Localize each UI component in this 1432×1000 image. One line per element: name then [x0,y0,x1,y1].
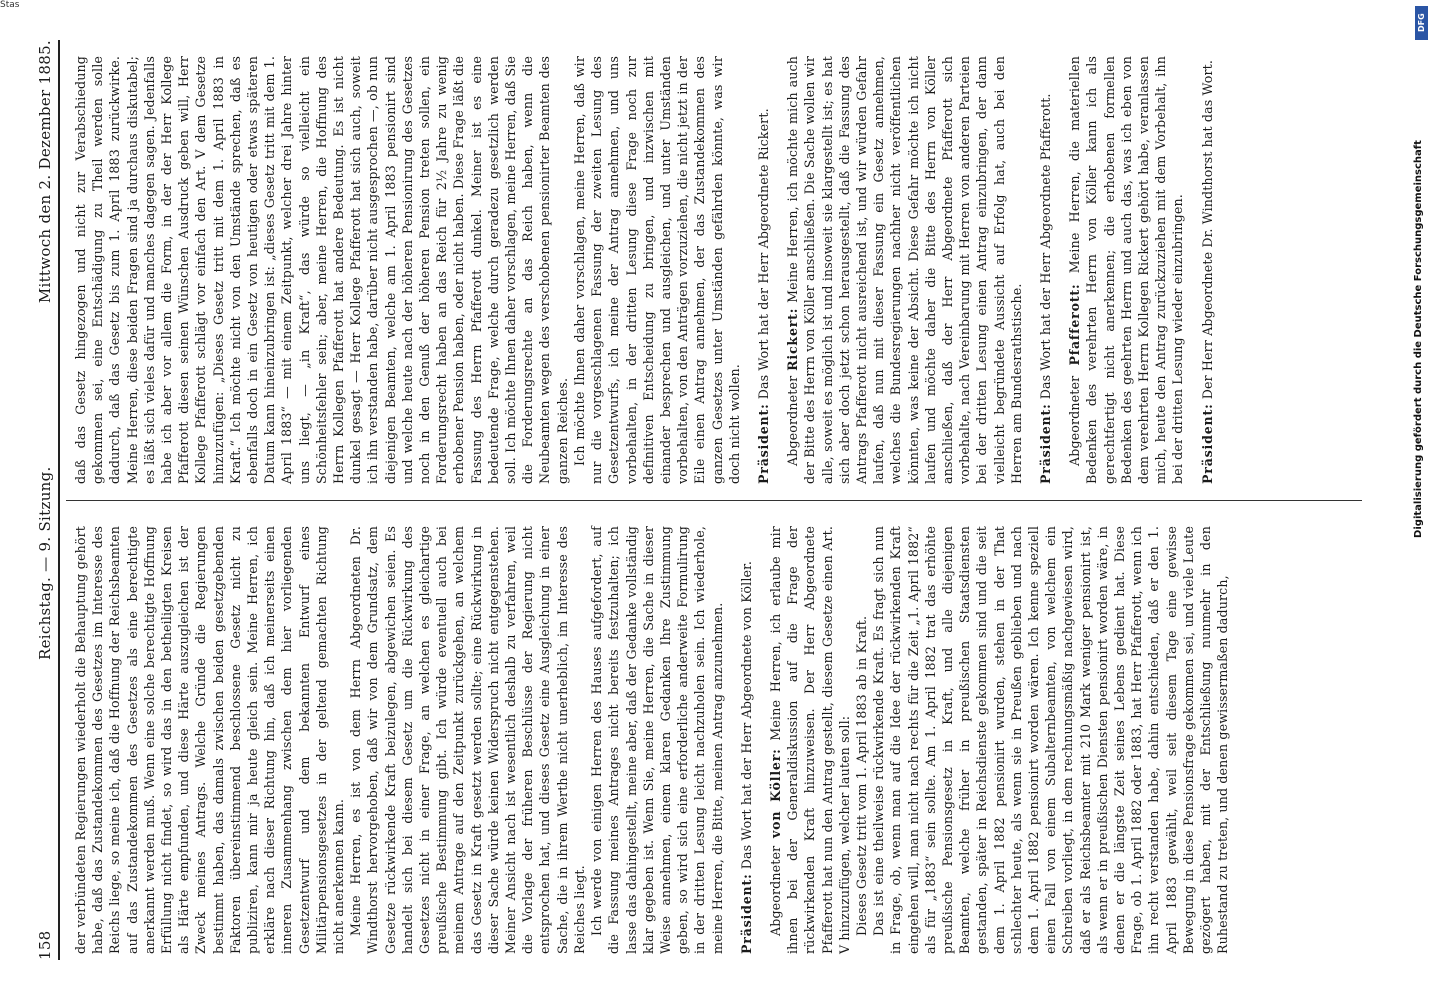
paragraph [1199,56,1216,484]
paragraph-text: Meine Herren, die materiellen Bedenken des verehrten Herrn von Köller kann ich als gerechtfertigt nicht anerkennen; die erhobenen formellen Bedenken des geehrten Herrn und auch das, was ich eben von dem verehrten Herrn Kollegen Rickert gehört habe, veranlassen mich, heute den Antrag zurückzuziehen mit dem Vorbehalt, ihn bei der dritten Lesung wieder einzubringen. [1067,56,1186,484]
credit-sidebar [1412,0,1432,1000]
paragraph-text: Das Wort hat der Herr Abgeordnete Pfafferott. [1037,93,1053,404]
paragraph [738,526,755,954]
speaker-label: Präsident: [738,873,754,954]
paragraph-text: Das ist eine theilweise rückwirkende Kraft. Es fragt sich nun in Frage, ob, wenn man auf die Idee der rückwirkenden Kraft eingehen will, man nicht nach rechts für die Zeit „1. April 1882“ als für „1883“ sein sollte. Am 1. April 1882 trat das erhöhte preußische Pensionsgesetz in Kraft, und alle diejenigen Beamten, welche früher in preußischen Staatsdiensten gestanden, später in Reichsdienste gekommen sind und die seit dem 1. April 1882 pensionirt wurden, stehen in der That schlechter heute, als wenn sie in Preußen geblieben und nach dem 1. April 1882 pensionirt worden wären. Ich kenne speziell einen Fall von einem Subalternbeamten, von welchem ein Schreiben vorliegt, in dem rechnungsmäßig nachgewiesen wird, daß er als Reichsbeamter mit 210 Mark weniger pensionirt ist, als wenn er in preußischen Diensten pensionirt worden wäre, in denen er die längste Zeit seines Lebens gedient hat. Diese Frage, ob 1. April 1882 oder 1883, hat Herr Pfafferott, wenn ich ihn recht verstanden habe, dahin entschieden, daß er den 1. April 1883 gewählt, weil seit diesem Tage eine gewisse Bewegung in diese Pensionsfrage gekommen sei, und viele Leute gezögert haben, mit der Entschließung nunmehr in den Ruhestand zu treten, und denen gewissermaßen dadurch, [871,526,1231,954]
paragraph-text: Der Herr Abgeordnete Dr. Windthorst hat das Wort. [1199,59,1215,404]
paragraph [767,526,853,954]
paragraph [72,56,571,484]
paragraph [1037,56,1054,484]
paragraph [853,526,870,954]
speaker-name: von Köller: [767,748,783,838]
paragraph-text: daß das Gesetz hingezogen und nicht zur Verabschiedung gekommen sei, eine Entschädigung zu Theil werden solle dadurch, daß das Gesetz bis zum 1. April 1883 zurückwirke. Meine Herren, diese beiden Fragen sind ja durchaus diskutabel; es läßt sich vieles dafür und manches dagegen sagen. Jedenfalls habe ich aber vor allem die Form, in der der Herr Kollege Pfafferott diesen seinen Wünschen Ausdruck geben will, Herr Kollege Pfafferott schlägt vor einfach den Art. V dem Gesetze hinzuzufügen: „Dieses Gesetz tritt mit dem 1. April 1883 in Kraft.“ Ich möchte nicht von den Umstände sprechen, daß es ebenfalls doch in ein Gesetz von heutigen oder etwas späteren Datum kann hineinzubringen ist: „dieses Gesetz tritt mit dem 1. April 1883“ — mit einem Zeitpunkt, welcher drei Jahre hinter uns liegt, — „in Kraft“, das würde so vielleicht ein Schönheitsfehler sein; aber, meine Herren, die Hoffnung des Herrn Kollegen Pfafferott hat andere Bedeutung. Es ist nicht dunkel gesagt — Herr Kollege Pfafferott hat sich auch, soweit ich ihn verstanden habe, darüber nicht ausgesprochen —, ob nun diejenigen Beamten, welche am 1. April 1883 pensionirt sind und welche heute nach der höheren Pensionirung des Gesetzes noch in den Genuß der höheren Pension treten sollen, ein Forderungsrecht haben an das Reich für 2½ Jahre zu wenig erhobener Pension haben, oder nicht haben. Diese Frage läßt die Fassung des Herrn Pfafferott dunkel. Meiner ist es eine bedeutende Frage, welche durch geradezu gesetzlich werden soll. Ich möchte Ihnen daher vorschlagen, meine Herren, daß Sie die Forderungsrechte an das Reich haben, wenn die Neubeamten wegen des verschobenen pensionirter Beamten des ganzen Reiches. [73,56,570,484]
paragraph-text: Meine Herren, ich erlaube mir ihnen bei der Generaldiskussion auf die Frage der rückwirkenden Kraft hinzuweisen. Der Herr Abgeordnete Pfafferott hat nun den Antrag gestellt, diesem Gesetze einen Art. V hinzuzufügen, welcher lauten soll: [767,526,852,954]
paragraph-text: Meine Herren, ich möchte mich auch der Bitte des Herrn von Köller anschließen. Die Sache wollen wir alle, soweit es möglich ist und insoweit sie klargestellt ist; es hat sich aber doch jetzt schon herausgestellt, daß die Fassung des Antrags Pfafferott nicht ausreichend ist, und wir würden Gefahr laufen, daß nun mit dieser Fassung ein Gesetz annehmen, welches die Bundesregierungen nachher nicht veröffentlichen könnten, was keine der Absicht. Diese Gefahr möchte ich nicht laufen und möchte daher die Bitte des Herrn von Köller anschließen, daß der Herr Abgeordnete Pfafferott sich vorbehalte, nach Vereinbarung mit Herren von anderen Parteien bei der dritten Lesung einen Antrag einzubringen, der dann vielleicht begründete Aussicht auf Erfolg hat, auch bei den Herren am Bundesrathstische. [785,56,1024,484]
paragraph-text: Dieses Gesetz tritt vom 1. April 1883 ab in Kraft. [853,615,869,936]
paragraph [588,526,726,954]
right-text-column [72,56,1216,484]
dfg-logo: DFG [1415,6,1428,40]
paragraph-text: der verbündeten Regierungen wiederholt die Behauptung gehört habe, daß das Zustandekommen des Gesetzes im Interesse des Reichs liege, so meine ich, daß die Hoffnung der Reichsbeamten auf das Zustandekommen des Gesetzes als eine berechtigte anerkannt werden muß. Wenn eine solche berechtigte Hoffnung Erfüllung nicht findet, so wird das in den betheiligten Kreisen als Härte empfunden, und diese Härte auszugleichen ist der Zweck meines Antrags. Welche Gründe die Regierungen bestimmt haben, das damals zwischen beiden gesetzgebenden Faktoren übereinstimmend beschlossene Gesetz nicht zu publiziren, kann mir ja heute gleich sein. Meine Herren, ich erkläre nach dieser Richtung hin, daß ich meinerseits einen inneren Zusammenhang zwischen dem hier vorliegenden Gesetzentwurf und dem bekannten Entwurf eines Militärpensionsgesetzes in der geltend gemachten Richtung nicht anerkennen kann. [73,526,347,954]
column-divider [66,500,1362,501]
paragraph [870,526,1231,954]
paragraph [347,526,588,954]
paragraph-text: Ich möchte Ihnen daher vorschlagen, meine Herren, daß wir nur die vorgeschlagenen Fassung der zweiten Lesung des Gesetzentwurfs, ich meine der Antrag annehmen, und uns vorbehalten, in der dritten Lesung diese Frage noch zur definitiven Entscheidung zu bringen, und inzwischen mit einander besprechen und ausgleichen, und unter Umständen vorbehalten, von den Anträgen vorzuziehen, die nicht jetzt in der Eile einen Antrag annehmen, der das Zustandekommen des ganzen Gesetzes unter Umständen gefährden könnte, was wir doch nicht wollen. [571,56,742,484]
paragraph-text: Ich werde von einigen Herren des Hauses aufgefordert, auf die Fassung meines Antrages nicht bereits festzuhalten; ich lasse das dahingestellt, meine aber, daß der Gedanke vollständig klar gegeben ist. Wenn Sie, meine Herren, die Sache in dieser Weise annehmen, einem klaren Gedanken Ihre Zustimmung geben, so wird sich eine erforderliche anderweite Formulirung in der dritten Lesung leicht nachzuholen sein. Ich wiederhole, meine Herren, die Bitte, meinen Antrag anzunehmen. [589,526,725,954]
paragraph-text: Abgeordneter [785,370,801,466]
paragraph [755,56,772,484]
speaker-label: Präsident: [1199,403,1215,484]
paragraph-text: Meine Herren, es ist von dem Herrn Abgeordneten Dr. Windthorst hervorgehoben, daß wir von dem Grundsatz, dem Gesetze rückwirkende Kraft beizulegen, abgewichen seien. Es handelt sich bei diesem Gesetz um die Rückwirkung des Gesetzes nicht in einer Frage, an welchen es gleichartige preußische Bestimmung gibt. Ich würde eventuell auch bei meinem Antrage auf den Zeitpunkt zurückgehen, an welchem das Gesetz in Kraft gesetzt werden sollte; eine Rückwirkung in dieser Sache würde keinen Widerspruch nicht entgegenstehen. Meiner Ansicht nach ist wesentlich deshalb zu verfahren, weil die Vorlage der früheren Beschlüsse der Regierung nicht entsprochen hat, und dieses Gesetz eine Ausgleichung in einer Sache, die in ihrem Werthe nicht unerheblich, im Interesse des Reiches liegt. [348,526,587,954]
speaker-label: Präsident: [1037,403,1053,484]
speaker-name: Rickert: [785,307,801,371]
paragraph [72,526,347,954]
session-title: Reichstag. — 9. Sitzung. [36,466,54,660]
paragraph-text: Das Wort hat der Herr Abgeordnete Rickert. [755,108,771,404]
paragraph-text: Abgeordneter [767,838,783,936]
speaker-label: Präsident: [755,403,771,484]
paragraph [1066,56,1186,484]
paragraph-text: Abgeordneter [1067,365,1083,466]
left-text-column [72,526,1231,954]
running-head [34,40,60,960]
dfg-credit-line: Digitalisierung gefördert durch die Deutsche Forschungsgemeinschaft [1413,140,1424,538]
corner-mark: Stas [0,0,20,10]
session-date: Mittwoch den 2. Dezember 1885. [36,40,54,304]
page-number: 158 [36,930,54,960]
paragraph-text: Das Wort hat der Herr Abgeordnete von Köller. [738,560,754,874]
paragraph [571,56,743,484]
speaker-name: Pfafferott: [1067,283,1083,366]
paragraph [784,56,1025,484]
